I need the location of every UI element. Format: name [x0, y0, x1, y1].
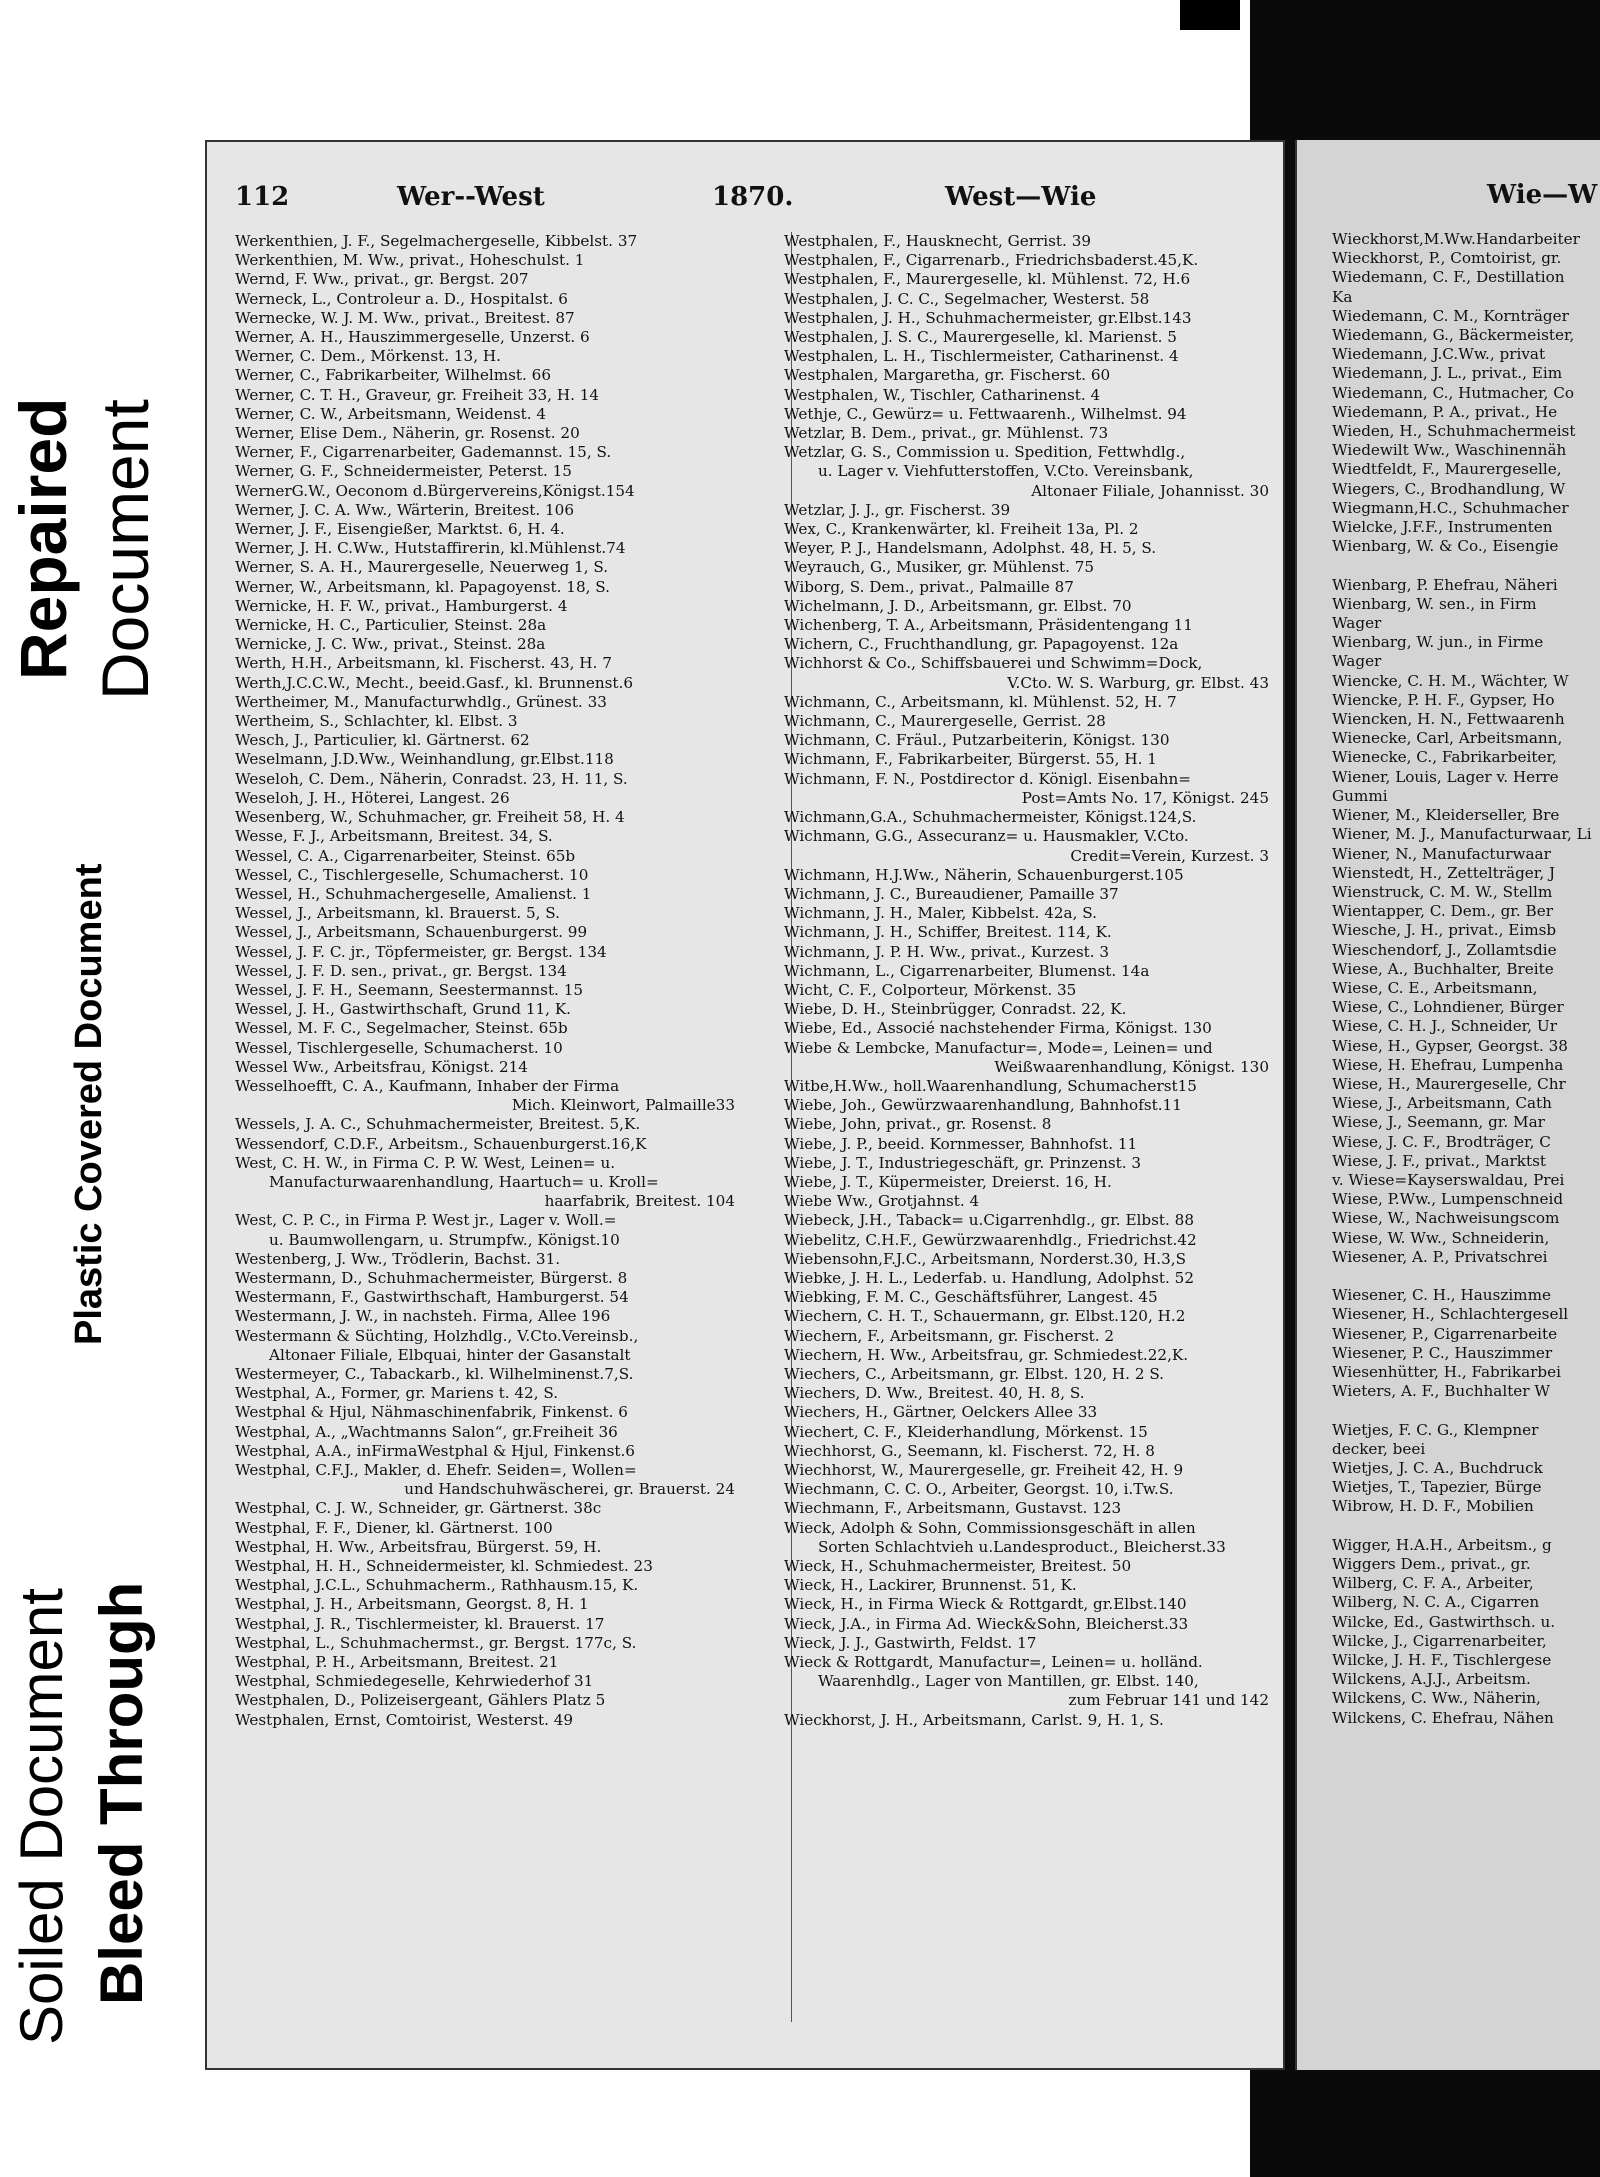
directory-entry: Werner, W., Arbeitsmann, kl. Papagoyenst. 18, S. — [235, 577, 610, 596]
directory-entry: Wiese, H. Ehefrau, Lumpenha — [1332, 1055, 1564, 1074]
directory-entry: WernerG.W., Oeconom d.Bürgervereins,Königst.154 — [235, 481, 635, 500]
directory-entry: West, C. P. C., in Firma P. West jr., Lager v. Woll.= — [235, 1211, 617, 1230]
directory-entry: Weselmann, J.D.Ww., Weinhandlung, gr.Elbst.118 — [235, 750, 614, 769]
directory-entry: Westphal, Schmiedegeselle, Kehrwiederhof 31 — [235, 1672, 594, 1691]
directory-entry: Westphalen, F., Maurergeselle, kl. Mühlenst. 72, H.6 — [784, 270, 1191, 289]
directory-entry: Wiebe, J. P., beeid. Kornmesser, Bahnhofst. 11 — [784, 1134, 1138, 1153]
directory-entry: Weyrauch, G., Musiker, gr. Mühlenst. 75 — [784, 558, 1095, 577]
directory-entry: Wieck, Adolph & Sohn, Commissionsgeschäft in allen — [784, 1518, 1196, 1537]
directory-entry: Wieden, H., Schuhmachermeist — [1332, 422, 1576, 441]
directory-entry: Werner, A. H., Hauszimmergeselle, Unzerst. 6 — [235, 328, 590, 347]
directory-entry: Wienbarg, W. jun., in Firme — [1332, 633, 1544, 652]
directory-entry: Westphalen, Margaretha, gr. Fischerst. 60 — [784, 366, 1111, 385]
directory-entry: Wienecke, Carl, Arbeitsmann, — [1332, 729, 1563, 748]
year: 1870. — [712, 182, 794, 212]
directory-entry: Wietjes, F. C. G., Klempner — [1332, 1420, 1539, 1439]
directory-entry: Wiedemann, J.C.Ww., privat — [1332, 345, 1546, 364]
directory-entry: Westphal, P. H., Arbeitsmann, Breitest. 21 — [235, 1653, 559, 1672]
directory-entry: Wienbarg, P. Ehefrau, Näheri — [1332, 575, 1558, 594]
directory-entry: Wieters, A. F., Buchhalter W — [1332, 1382, 1550, 1401]
directory-entry: Wessels, J. A. C., Schuhmachermeister, Breitest. 5,K. — [235, 1115, 641, 1134]
directory-entry: Gummi — [1332, 786, 1388, 805]
directory-entry: Wiesener, P., Cigarrenarbeite — [1332, 1324, 1558, 1343]
label-bleed-through: Bleed Through — [88, 1581, 155, 2005]
directory-entry: Werth, H.H., Arbeitsmann, kl. Fischerst. 43, H. 7 — [235, 654, 612, 673]
right-alpha-range: West—Wie — [945, 182, 1097, 212]
directory-entry: Wiesener, C. H., Hauszimme — [1332, 1286, 1551, 1305]
directory-entry: Wernd, F. Ww., privat., gr. Bergst. 207 — [235, 270, 529, 289]
directory-entry: Wieck, J. J., Gastwirth, Feldst. 17 — [784, 1633, 1037, 1652]
directory-entry: Wernicke, J. C. Ww., privat., Steinst. 28a — [235, 635, 546, 654]
directory-entry: Wieck, H., in Firma Wieck & Rottgardt, gr.Elbst.140 — [784, 1595, 1187, 1614]
directory-entry: Wiebe, D. H., Steinbrügger, Conradst. 22, K. — [784, 1000, 1127, 1019]
label-repaired: Repaired — [6, 397, 80, 680]
directory-entry: Wichmann, F. N., Postdirector d. Königl. Eisenbahn= — [784, 769, 1192, 788]
directory-entry: Wiese, H., Maurergeselle, Chr — [1332, 1074, 1566, 1093]
directory-entry: Wiggers Dem., privat., gr. — [1332, 1555, 1531, 1574]
directory-entry: Westphal, J. H., Arbeitsmann, Georgst. 8, H. 1 — [235, 1595, 589, 1614]
directory-entry: Wiedewilt Ww., Waschinennäh — [1332, 441, 1567, 460]
directory-entry: Wichmann, J. C., Bureaudiener, Pamaille 37 — [784, 884, 1119, 903]
directory-entry: Wiechert, C. F., Kleiderhandlung, Mörkenst. 15 — [784, 1422, 1148, 1441]
directory-column-next-page — [1332, 230, 1592, 1728]
directory-entry: v. Wiese=Kayserswaldau, Prei — [1332, 1170, 1565, 1189]
directory-entry: Weyer, P. J., Handelsmann, Adolphst. 48, H. 5, S. — [784, 539, 1157, 558]
directory-entry: Wietjes, J. C. A., Buchdruck — [1332, 1459, 1543, 1477]
directory-entry: Wieckhorst,M.Ww.Handarbeiter — [1332, 230, 1580, 248]
directory-column-right — [784, 232, 1269, 1730]
directory-entry: Werkenthien, J. F., Segelmachergeselle, Kibbelst. 37 — [235, 232, 638, 250]
directory-entry: Wilckens, C. Ww., Näherin, — [1332, 1689, 1541, 1708]
directory-entry: Wichmann, C., Maurergeselle, Gerrist. 28 — [784, 712, 1106, 731]
directory-entry: Wibrow, H. D. F., Mobilien — [1332, 1497, 1534, 1516]
directory-entry: Werner, S. A. H., Maurergeselle, Neuerweg 1, S. — [235, 558, 609, 577]
directory-entry: Wager — [1332, 652, 1382, 671]
directory-entry: Wiencken, H. N., Fettwaarenh — [1332, 710, 1565, 729]
directory-entry: Wessel, J., Arbeitsmann, Schauenburgerst. 99 — [235, 923, 588, 942]
directory-entry: Wiebking, F. M. C., Geschäftsführer, Langest. 45 — [784, 1288, 1158, 1307]
directory-entry: Wichmann, J. H., Schiffer, Breitest. 114, K. — [784, 923, 1112, 942]
directory-entry: Wessel, J. F. D. sen., privat., gr. Bergst. 134 — [235, 961, 567, 980]
directory-entry: Wietjes, T., Tapezier, Bürge — [1332, 1478, 1542, 1497]
directory-entry: Werneck, L., Controleur a. D., Hospitalst. 6 — [235, 289, 568, 308]
directory-entry: Wiencke, P. H. F., Gypser, Ho — [1332, 690, 1555, 709]
directory-entry: Wiener, Louis, Lager v. Herre — [1332, 767, 1559, 786]
directory-entry: Westphal, C.F.J., Makler, d. Ehefr. Seiden=, Wollen= — [235, 1461, 637, 1479]
directory-entry: Wichern, C., Fruchthandlung, gr. Papagoyenst. 12a — [784, 635, 1179, 654]
directory-entry: Wiebe, Joh., Gewürzwaarenhandlung, Bahnhofst.11 — [784, 1096, 1182, 1115]
directory-entry: Wiborg, S. Dem., privat., Palmaille 87 — [784, 577, 1074, 596]
directory-entry: Wiebe Ww., Grotjahnst. 4 — [784, 1192, 980, 1211]
directory-entry: zum Februar 141 und 142 — [1068, 1691, 1269, 1710]
directory-entry: Wiesenhütter, H., Fabrikarbei — [1332, 1362, 1561, 1381]
page-header — [207, 182, 1283, 222]
facing-page — [1295, 140, 1600, 2070]
directory-entry: Westphal, H. Ww., Arbeitsfrau, Bürgerst. 59, H. — [235, 1537, 602, 1556]
directory-entry: Wienstedt, H., Zettelträger, J — [1332, 863, 1556, 882]
directory-entry: Wethje, C., Gewürz= u. Fettwaarenh., Wilhelmst. 94 — [784, 404, 1187, 423]
directory-entry: u. Baumwollengarn, u. Strumpfw., Königst.10 — [269, 1230, 620, 1249]
directory-entry: Wiese, C. E., Arbeitsmann, — [1332, 978, 1538, 997]
directory-entry: Werner, F., Cigarrenarbeiter, Gademannst. 15, S. — [235, 443, 612, 462]
directory-entry: Weißwaarenhandlung, Königst. 130 — [994, 1057, 1269, 1076]
directory-entry: Witbe,H.Ww., holl.Waarenhandlung, Schumacherst15 — [784, 1076, 1197, 1095]
directory-entry: Wichmann, J. H., Maler, Kibbelst. 42a, S. — [784, 904, 1097, 923]
directory-entry: Wiese, C. H. J., Schneider, Ur — [1332, 1017, 1557, 1036]
directory-entry: Wessendorf, C.D.F., Arbeitsm., Schauenburgerst.16,K — [235, 1134, 647, 1153]
directory-entry: Weseloh, J. H., Höterei, Langest. 26 — [235, 788, 510, 807]
directory-entry: Westphal, C. J. W., Schneider, gr. Gärtnerst. 38c — [235, 1499, 602, 1518]
directory-entry: Werner, C. W., Arbeitsmann, Weidenst. 4 — [235, 404, 547, 423]
directory-entry — [1332, 1401, 1592, 1420]
directory-entry: Westermann, D., Schuhmachermeister, Bürgerst. 8 — [235, 1268, 628, 1287]
directory-entry: Wichmann,G.A., Schuhmachermeister, Königst.124,S. — [784, 808, 1197, 827]
directory-entry: Sorten Schlachtvieh u.Landesproduct., Bleicherst.33 — [818, 1537, 1226, 1556]
directory-entry: Wesselhoefft, C. A., Kaufmann, Inhaber der Firma — [235, 1076, 620, 1095]
directory-entry: V.Cto. W. S. Warburg, gr. Elbst. 43 — [1007, 673, 1269, 692]
directory-entry: Wichmann, C. Fräul., Putzarbeiterin, Königst. 130 — [784, 731, 1170, 750]
directory-entry: Wertheim, S., Schlachter, kl. Elbst. 3 — [235, 712, 518, 731]
directory-entry: Wiebelitz, C.H.F., Gewürzwaarenhdlg., Friedrichst.42 — [784, 1230, 1197, 1249]
directory-entry: Wichelmann, J. D., Arbeitsmann, gr. Elbst. 70 — [784, 596, 1132, 615]
directory-entry: Westphal & Hjul, Nähmaschinenfabrik, Finkenst. 6 — [235, 1403, 628, 1422]
directory-entry: Wetzlar, B. Dem., privat., gr. Mühlenst. 73 — [784, 424, 1109, 443]
directory-entry: Wiener, M. J., Manufacturwaar, Li — [1332, 825, 1592, 844]
directory-entry: Wiegers, C., Brodhandlung, W — [1332, 479, 1566, 498]
directory-entry — [1332, 1517, 1592, 1536]
scanned-page — [205, 140, 1285, 2070]
directory-entry: Wertheimer, M., Manufacturwhdlg., Grünest. 33 — [235, 692, 607, 711]
directory-entry: Westphalen, D., Polizeisergeant, Gählers Platz 5 — [235, 1691, 606, 1710]
directory-entry: Wieck, H., Schuhmachermeister, Breitest. 50 — [784, 1557, 1132, 1576]
directory-entry: Wiesener, H., Schlachtergesell — [1332, 1305, 1569, 1324]
directory-entry: Werner, Elise Dem., Näherin, gr. Rosenst. 20 — [235, 424, 580, 443]
directory-entry: Wichmann, F., Fabrikarbeiter, Bürgerst. 55, H. 1 — [784, 750, 1157, 769]
directory-entry: Wichmann, C., Arbeitsmann, kl. Mühlenst. 52, H. 7 — [784, 692, 1177, 711]
directory-entry: Wessel, J., Arbeitsmann, kl. Brauerst. 5, S. — [235, 904, 560, 923]
directory-entry: Wienbarg, W. sen., in Firm — [1332, 594, 1537, 613]
directory-entry — [1332, 1267, 1592, 1286]
directory-entry: Wiebeck, J.H., Taback= u.Cigarrenhdlg., gr. Elbst. 88 — [784, 1211, 1194, 1230]
directory-entry: Wienstruck, C. M. W., Stellm — [1332, 882, 1553, 901]
directory-entry: Wiese, J., Seemann, gr. Mar — [1332, 1113, 1545, 1132]
directory-entry: Westphal, F. F., Diener, kl. Gärtnerst. 100 — [235, 1518, 553, 1537]
directory-entry: Wiechers, D. Ww., Breitest. 40, H. 8, S. — [784, 1384, 1085, 1403]
directory-entry: Wiese, W. Ww., Schneiderin, — [1332, 1228, 1550, 1247]
directory-entry: Waarenhdlg., Lager von Mantillen, gr. Elbst. 140, — [818, 1672, 1199, 1691]
directory-entry: Wientapper, C. Dem., gr. Ber — [1332, 902, 1553, 921]
directory-entry: Wilcke, Ed., Gastwirthsch. u. — [1332, 1612, 1556, 1631]
directory-entry: Wiechern, F., Arbeitsmann, gr. Fischerst. 2 — [784, 1326, 1115, 1345]
directory-entry: Westphalen, J. C. C., Segelmacher, Westerst. 58 — [784, 289, 1150, 308]
directory-entry: Wiebe & Lembcke, Manufactur=, Mode=, Leinen= und — [784, 1038, 1213, 1057]
directory-entry: Westphal, A.A., inFirmaWestphal & Hjul, Finkenst.6 — [235, 1441, 635, 1460]
directory-entry: Wieck, H., Lackirer, Brunnenst. 51, K. — [784, 1576, 1077, 1595]
directory-entry: Wessel, C., Tischlergeselle, Schumacherst. 10 — [235, 865, 589, 884]
directory-entry: Wiedemann, P. A., privat., He — [1332, 402, 1558, 421]
directory-entry: Westphalen, J. S. C., Maurergeselle, kl. Marienst. 5 — [784, 328, 1177, 347]
directory-entry: Wilcke, J. H. F., Tischlergese — [1332, 1651, 1552, 1670]
left-alpha-range: Wer--West — [397, 182, 545, 212]
directory-entry: Wiese, H., Gypser, Georgst. 38 — [1332, 1036, 1568, 1055]
directory-entry: Wilcke, J., Cigarrenarbeiter, — [1332, 1631, 1547, 1650]
directory-entry: Werth,J.C.C.W., Mecht., beeid.Gasf., kl. Brunnenst.6 — [235, 673, 634, 692]
directory-entry: Wiebe, J. T., Küpermeister, Dreierst. 16, H. — [784, 1172, 1112, 1191]
directory-entry: Wiechern, H. Ww., Arbeitsfrau, gr. Schmiedest.22,K. — [784, 1345, 1189, 1364]
directory-entry: Westermann & Süchting, Holzhdlg., V.Cto.Vereinsb., — [235, 1326, 639, 1345]
directory-entry: Wiechers, C., Arbeitsmann, gr. Elbst. 120, H. 2 S. — [784, 1364, 1165, 1383]
directory-entry: Wichmann, L., Cigarrenarbeiter, Blumenst. 14a — [784, 961, 1150, 980]
directory-entry: Wessel, J. F. H., Seemann, Seestermannst. 15 — [235, 980, 584, 999]
directory-entry: Werner, J. H. C.Ww., Hutstaffirerin, kl.Mühlenst.74 — [235, 539, 626, 558]
directory-entry: Westermann, J. W., in nachsteh. Firma, Allee 196 — [235, 1307, 611, 1326]
directory-entry: u. Lager v. Viehfutterstoffen, V.Cto. Vereinsbank, — [818, 462, 1194, 481]
directory-entry: Altonaer Filiale, Johannisst. 30 — [1031, 481, 1269, 500]
directory-entry: Wessel, Tischlergeselle, Schumacherst. 10 — [235, 1038, 563, 1057]
directory-entry: Westermann, F., Gastwirthschaft, Hamburgerst. 54 — [235, 1288, 629, 1307]
directory-entry: Wesch, J., Particulier, kl. Gärtnerst. 62 — [235, 731, 530, 750]
binding-strip-top — [1180, 0, 1240, 30]
directory-entry: Werner, C. T. H., Graveur, gr. Freiheit 33, H. 14 — [235, 385, 600, 404]
directory-entry: Westphal, L., Schuhmachermst., gr. Bergst. 177c, S. — [235, 1633, 637, 1652]
directory-entry: Wiebe, Ed., Associé nachstehender Firma, Königst. 130 — [784, 1019, 1212, 1038]
directory-entry: Wessel, C. A., Cigarrenarbeiter, Steinst. 65b — [235, 846, 576, 865]
directory-entry: Wienecke, C., Fabrikarbeiter, — [1332, 748, 1557, 767]
directory-entry: Wiebe, John, privat., gr. Rosenst. 8 — [784, 1115, 1052, 1134]
directory-entry: Wilberg, N. C. A., Cigarren — [1332, 1593, 1540, 1612]
directory-entry: Wiese, P.Ww., Lumpenschneid — [1332, 1190, 1564, 1209]
directory-entry: Wicht, C. F., Colporteur, Mörkenst. 35 — [784, 980, 1077, 999]
directory-entry: Wielcke, J.F.F., Instrumenten — [1332, 518, 1553, 537]
directory-entry: Wichmann, H.J.Ww., Näherin, Schauenburgerst.105 — [784, 865, 1184, 884]
directory-entry: Wiechmann, F., Arbeitsmann, Gustavst. 123 — [784, 1499, 1122, 1518]
directory-entry: Wiese, J. C. F., Brodträger, C — [1332, 1132, 1551, 1151]
directory-entry: Wienbarg, W. & Co., Eisengie — [1332, 537, 1559, 556]
directory-entry: Westphalen, F., Cigarrenarb., Friedrichsbaderst.45,K. — [784, 251, 1199, 270]
directory-entry: Wieckhorst, P., Comtoirist, gr. — [1332, 249, 1562, 268]
directory-entry: Westphal, J.C.L., Schuhmacherm., Rathhausm.15, K. — [235, 1576, 639, 1595]
directory-entry: Wichenberg, T. A., Arbeitsmann, Präsidentengang 11 — [784, 616, 1193, 635]
directory-entry: Weseloh, C. Dem., Näherin, Conradst. 23, H. 11, S. — [235, 769, 628, 788]
directory-entry: Wieck, J.A., in Firma Ad. Wieck&Sohn, Bleicherst.33 — [784, 1614, 1189, 1633]
label-document-repaired: Document — [88, 399, 162, 700]
directory-entry: Westphal, J. R., Tischlermeister, kl. Brauerst. 17 — [235, 1614, 605, 1633]
directory-entry: Wessel, J. H., Gastwirthschaft, Grund 11, K. — [235, 1000, 571, 1019]
directory-entry: Werner, C. Dem., Mörkenst. 13, H. — [235, 347, 501, 366]
directory-entry: Werner, J. C. A. Ww., Wärterin, Breitest. 106 — [235, 500, 574, 519]
directory-entry: Wiechmann, C. C. O., Arbeiter, Georgst. 10, i.Tw.S. — [784, 1480, 1174, 1499]
directory-entry: Wieck & Rottgardt, Manufactur=, Leinen= u. holländ. — [784, 1653, 1203, 1672]
directory-entry: Wilberg, C. F. A., Arbeiter, — [1332, 1574, 1534, 1593]
directory-entry: Credit=Verein, Kurzest. 3 — [1070, 846, 1269, 865]
directory-entry: Wiedemann, C., Hutmacher, Co — [1332, 383, 1575, 402]
directory-entry: haarfabrik, Breitest. 104 — [544, 1192, 735, 1211]
directory-entry: Wieckhorst, J. H., Arbeitsmann, Carlst. 9, H. 1, S. — [784, 1710, 1164, 1729]
directory-entry: Wesse, F. J., Arbeitsmann, Breitest. 34, S. — [235, 827, 553, 846]
directory-entry: Wernicke, H. C., Particulier, Steinst. 28a — [235, 616, 547, 635]
directory-column-left — [235, 232, 735, 1730]
directory-entry: Wessel Ww., Arbeitsfrau, Königst. 214 — [235, 1057, 528, 1076]
directory-entry — [1332, 556, 1592, 575]
directory-entry: Werner, J. F., Eisengießer, Marktst. 6, H. 4. — [235, 520, 565, 539]
directory-entry: Wiebe, J. T., Industriegeschäft, gr. Prinzenst. 3 — [784, 1153, 1142, 1172]
directory-entry: Wessel, J. F. C. jr., Töpfermeister, gr. Bergst. 134 — [235, 942, 607, 961]
directory-entry: Wessel, H., Schuhmachergeselle, Amalienst. 1 — [235, 884, 592, 903]
next-page-header: Wie—W — [1487, 180, 1598, 210]
directory-entry: Wiese, W., Nachweisungscom — [1332, 1209, 1560, 1228]
directory-entry: Wessel, M. F. C., Segelmacher, Steinst. 65b — [235, 1019, 568, 1038]
directory-entry: Wiebke, J. H. L., Lederfab. u. Handlung, Adolphst. 52 — [784, 1268, 1194, 1287]
directory-entry: Wichmann, J. P. H. Ww., privat., Kurzest. 3 — [784, 942, 1110, 961]
directory-entry: Wesenberg, W., Schuhmacher, gr. Freiheit 58, H. 4 — [235, 808, 625, 827]
directory-entry: Wetzlar, G. S., Commission u. Spedition, Fettwhdlg., — [784, 443, 1186, 462]
directory-entry: Wiencke, C. H. M., Wächter, W — [1332, 671, 1569, 690]
directory-entry: Wiechern, C. H. T., Schauermann, gr. Elbst.120, H.2 — [784, 1307, 1186, 1326]
directory-entry: Wager — [1332, 614, 1382, 633]
directory-entry: Westphal, H. H., Schneidermeister, kl. Schmiedest. 23 — [235, 1557, 653, 1576]
directory-entry: Wiedtfeldt, F., Maurergeselle, — [1332, 460, 1562, 479]
directory-entry: Wiese, A., Buchhalter, Breite — [1332, 959, 1554, 978]
directory-entry: Wilckens, C. Ehefrau, Nähen — [1332, 1708, 1554, 1727]
directory-entry: Manufacturwaarenhandlung, Haartuch= u. Kroll= — [269, 1172, 659, 1191]
directory-entry: Wilckens, A.J.J., Arbeitsm. — [1332, 1670, 1531, 1689]
directory-entry: Wiesener, A. P., Privatschrei — [1332, 1247, 1548, 1266]
directory-entry: Wichmann, G.G., Assecuranz= u. Hausmakler, V.Cto. — [784, 827, 1189, 846]
label-plastic-covered: Plastic Covered Document — [68, 863, 110, 1345]
directory-entry: Westphalen, J. H., Schuhmachermeister, gr.Elbst.143 — [784, 308, 1192, 327]
directory-entry: Werkenthien, M. Ww., privat., Hoheschulst. 1 — [235, 251, 585, 270]
directory-entry: Wiesener, P. C., Hauszimmer — [1332, 1343, 1553, 1362]
directory-entry: Westphalen, W., Tischler, Catharinenst. 4 — [784, 385, 1101, 404]
directory-entry: Altonaer Filiale, Elbquai, hinter der Gasanstalt — [269, 1345, 631, 1364]
directory-entry: decker, beei — [1332, 1439, 1426, 1458]
directory-entry: Wiener, N., Manufacturwaar — [1332, 844, 1551, 863]
directory-entry: Wiebensohn,F.J.C., Arbeitsmann, Norderst.30, H.3,S — [784, 1249, 1187, 1268]
directory-entry: Westphal, A., Former, gr. Mariens t. 42, S. — [235, 1384, 559, 1403]
directory-entry: Post=Amts No. 17, Königst. 245 — [1021, 788, 1269, 807]
directory-entry: Wiegmann,H.C., Schuhmacher — [1332, 498, 1569, 517]
directory-entry: Westphalen, L. H., Tischlermeister, Catharinenst. 4 — [784, 347, 1179, 366]
directory-entry: Westphal, A., „Wachtmanns Salon“, gr.Freiheit 36 — [235, 1422, 618, 1441]
directory-entry: Wiechhorst, W., Maurergeselle, gr. Freiheit 42, H. 9 — [784, 1461, 1184, 1479]
directory-entry: Mich. Kleinwort, Palmaille33 — [511, 1096, 735, 1115]
directory-entry: Wiedemann, G., Bäckermeister, — [1332, 326, 1575, 345]
directory-entry: West, C. H. W., in Firma C. P. W. West, Leinen= u. — [235, 1153, 616, 1172]
directory-entry: Wichhorst & Co., Schiffsbauerei und Schwimm=Dock, — [784, 654, 1203, 673]
directory-entry: Wetzlar, J. J., gr. Fischerst. 39 — [784, 500, 1011, 519]
directory-entry: Westphalen, F., Hausknecht, Gerrist. 39 — [784, 232, 1092, 250]
directory-entry: und Handschuhwäscherei, gr. Brauerst. 24 — [404, 1480, 735, 1499]
directory-entry: Wiesche, J. H., privat., Eimsb — [1332, 921, 1557, 940]
directory-entry: Wiedemann, C. F., Destillation — [1332, 268, 1565, 287]
directory-entry: Wiener, M., Kleiderseller, Bre — [1332, 806, 1560, 825]
directory-entry: Wiese, J. F., privat., Marktst — [1332, 1151, 1546, 1170]
directory-entry: Wex, C., Krankenwärter, kl. Freiheit 13a, Pl. 2 — [784, 520, 1139, 539]
directory-entry: Wiedemann, J. L., privat., Eim — [1332, 364, 1563, 383]
directory-entry: Ka — [1332, 287, 1353, 306]
page-number: 112 — [235, 182, 290, 212]
directory-entry: Wernicke, H. F. W., privat., Hamburgerst. 4 — [235, 596, 568, 615]
directory-entry: Wigger, H.A.H., Arbeitsm., g — [1332, 1535, 1552, 1554]
directory-entry: Wiese, J., Arbeitsmann, Cath — [1332, 1094, 1552, 1113]
directory-entry: Werner, G. F., Schneidermeister, Peterst. 15 — [235, 462, 572, 481]
directory-entry: Wiechhorst, G., Seemann, kl. Fischerst. 72, H. 8 — [784, 1441, 1155, 1460]
label-soiled: Soiled Document — [8, 1588, 75, 2045]
directory-entry: Wiechers, H., Gärtner, Oelckers Allee 33 — [784, 1403, 1098, 1422]
directory-entry: Werner, C., Fabrikarbeiter, Wilhelmst. 66 — [235, 366, 551, 385]
directory-entry: Wiese, C., Lohndiener, Bürger — [1332, 998, 1564, 1017]
directory-entry: Westenberg, J. Ww., Trödlerin, Bachst. 31. — [235, 1249, 561, 1268]
directory-entry: Wiedemann, C. M., Kornträger — [1332, 306, 1569, 325]
directory-entry: Wieschendorf, J., Zollamtsdie — [1332, 940, 1557, 959]
directory-entry: Westermeyer, C., Tabackarb., kl. Wilhelminenst.7,S. — [235, 1364, 634, 1383]
directory-entry: Wernecke, W. J. M. Ww., privat., Breitest. 87 — [235, 308, 575, 327]
directory-entry: Westphalen, Ernst, Comtoirist, Westerst. 49 — [235, 1710, 574, 1729]
